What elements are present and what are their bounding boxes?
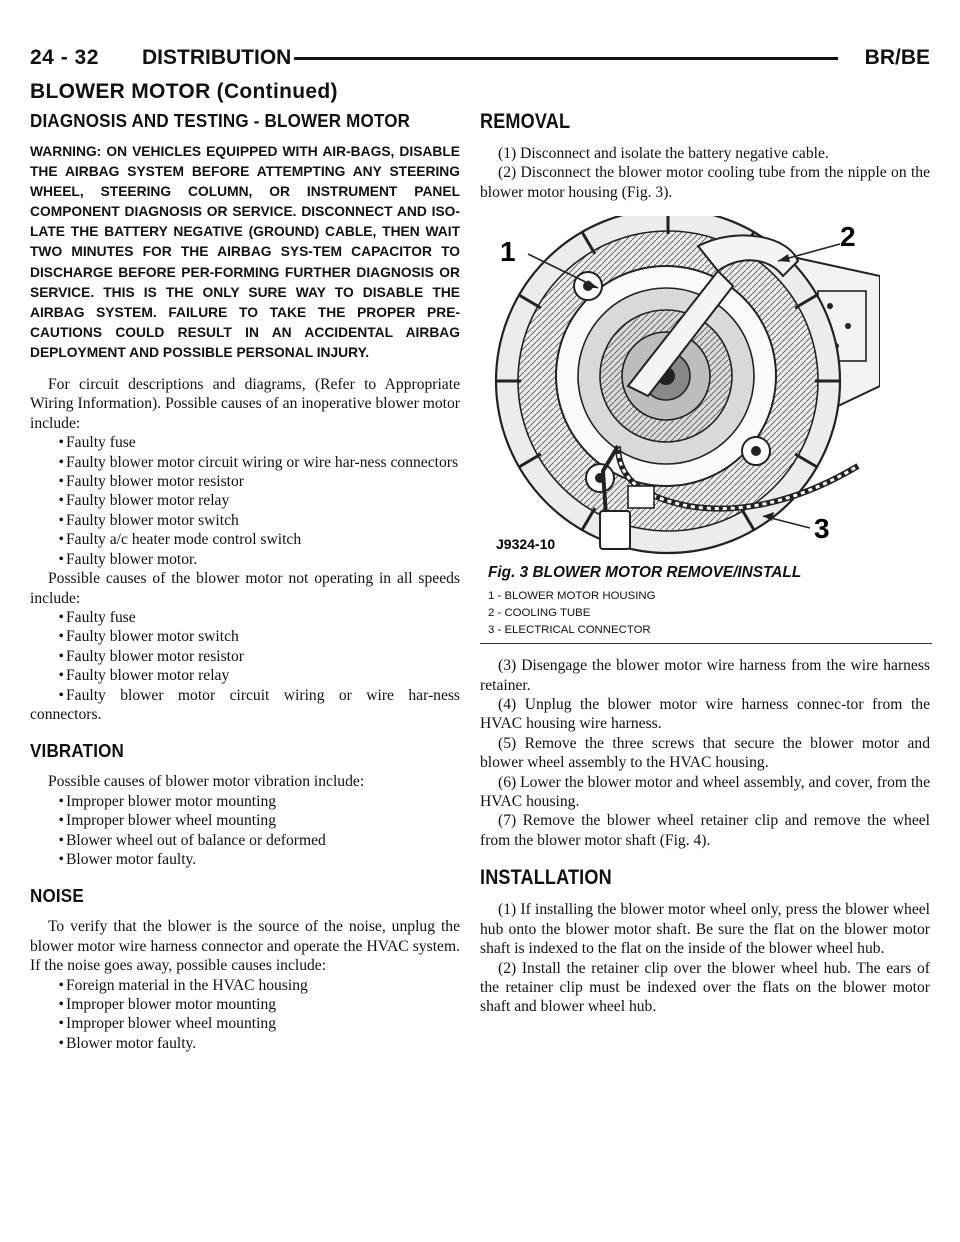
legend-item: 2 - COOLING TUBE bbox=[488, 607, 591, 620]
diagnosis-heading: DIAGNOSIS AND TESTING - BLOWER MOTOR bbox=[30, 110, 411, 131]
vibration-causes-list bbox=[30, 792, 460, 870]
list-item: • Faulty a/c heater mode control switch bbox=[58, 531, 302, 549]
speeds-intro: Possible causes of the blower motor not operating in all speeds include: bbox=[30, 570, 460, 607]
vibration-heading: VIBRATION bbox=[30, 740, 125, 762]
list-item: • Blower motor faulty. bbox=[58, 1034, 197, 1052]
list-item: • Faulty blower motor circuit wiring or wire har-ness connectors bbox=[58, 453, 459, 471]
list-item: • Faulty blower motor resistor bbox=[58, 647, 245, 665]
list-item: • Faulty fuse bbox=[58, 608, 136, 626]
list-item: • Faulty blower motor switch bbox=[58, 511, 239, 529]
removal-step-6: (6) Lower the blower motor and wheel assembly, and cover, from the HVAC housing. bbox=[480, 773, 930, 811]
removal-step-7: (7) Remove the blower wheel retainer clip and remove the wheel from the blower motor shaft (Fig. 4). bbox=[480, 812, 930, 849]
callout-1: 1 bbox=[500, 236, 516, 268]
list-item: • Faulty blower motor circuit wiring or wire har-ness connectors. bbox=[30, 686, 460, 723]
blower-motor-figure bbox=[488, 216, 880, 562]
installation-step-1: (1) If installing the blower motor wheel only, press the blower wheel hub onto the blower motor shaft. Be sure the flat on the blower motor shaft is indexed to the flat on the inside of the blower wheel hub. bbox=[480, 901, 930, 958]
removal-step-4: (4) Unplug the blower motor wire harness connec-tor from the HVAC housing wire harness. bbox=[480, 696, 930, 733]
noise-causes-list bbox=[30, 976, 460, 1054]
vibration-intro: Possible causes of blower motor vibration include: bbox=[48, 773, 365, 791]
section-title: DISTRIBUTION bbox=[142, 46, 292, 69]
removal-step-2: (2) Disconnect the blower motor cooling tube from the nipple on the blower motor housing (Fig. 3). bbox=[480, 164, 930, 201]
list-item: • Improper blower motor mounting bbox=[58, 792, 277, 810]
noise-intro: To verify that the blower is the source of the noise, unplug the blower motor wire harness connector and operate the HVAC system. If the noise goes away, possible causes include: bbox=[30, 918, 460, 975]
list-item: • Improper blower wheel mounting bbox=[58, 812, 277, 830]
noise-heading: NOISE bbox=[30, 885, 84, 907]
page-number: 24 - 32 bbox=[30, 46, 99, 69]
diagnosis-intro: For circuit descriptions and diagrams, (Refer to Appropriate Wiring Information). Possible causes of an inoperative blower motor include: bbox=[30, 376, 460, 432]
model-code: BR/BE bbox=[864, 46, 930, 69]
list-item: • Faulty blower motor relay bbox=[58, 492, 230, 510]
list-item: • Foreign material in the HVAC housing bbox=[58, 976, 308, 994]
page-header bbox=[30, 46, 930, 72]
removal-step-3: (3) Disengage the blower motor wire harness from the wire harness retainer. bbox=[480, 657, 930, 694]
list-item: • Improper blower motor mounting bbox=[58, 996, 277, 1013]
removal-step-1: (1) Disconnect and isolate the battery negative cable. bbox=[498, 145, 829, 162]
list-item: • Faulty blower motor relay bbox=[58, 667, 230, 685]
removal-heading: REMOVAL bbox=[480, 110, 571, 133]
list-item: • Faulty fuse bbox=[58, 434, 136, 452]
legend-item: 3 - ELECTRICAL CONNECTOR bbox=[488, 624, 651, 637]
right-column bbox=[480, 110, 930, 1017]
blower-motor-illustration bbox=[488, 216, 880, 562]
list-item: • Faulty blower motor. bbox=[58, 550, 198, 568]
callout-3: 3 bbox=[814, 513, 830, 545]
list-item: • Faulty blower motor switch bbox=[58, 628, 239, 646]
continued-heading: BLOWER MOTOR (Continued) bbox=[30, 80, 338, 103]
list-item: • Blower wheel out of balance or deformed bbox=[58, 831, 326, 849]
installation-heading: INSTALLATION bbox=[480, 866, 612, 890]
installation-step-2: (2) Install the retainer clip over the blower wheel hub. The ears of the retainer clip must be indexed over the flats on the blower motor shaft and blower wheel hub. bbox=[480, 959, 930, 1016]
header-rule bbox=[294, 57, 838, 60]
inoperative-causes-list bbox=[30, 433, 460, 569]
airbag-warning: WARNING: ON VEHICLES EQUIPPED WITH AIR-BAGS, DISABLE THE AIRBAG SYSTEM BEFORE ATTEMPTING ANY STEERING WHEEL, STEERING COLUMN, OR INSTRUMENT PANEL COMPONENT DIAGNOSIS OR SERVICE. DISCONNECT AND ISO-LATE THE BATTERY NEGATIVE (GROUND) CABLE, THEN WAIT TWO MINUTES FOR THE AIRBAG SYS-TEM CAPACITOR TO DISCHARGE BEFORE PER-FORMING FURTHER DIAGNOSIS OR SERVICE. THIS IS THE ONLY SURE WAY TO DISABLE THE AIRBAG SYSTEM. FAILURE TO TAKE THE PROPER PRE-CAUTIONS COULD RESULT IN AN ACCIDENTAL AIRBAG DEPLOYMENT AND POSSIBLE PERSONAL INJURY. bbox=[30, 144, 460, 360]
list-item: • Faulty blower motor resistor bbox=[58, 473, 245, 491]
figure-code: J9324-10 bbox=[496, 536, 556, 553]
figure-caption: Fig. 3 BLOWER MOTOR REMOVE/INSTALL bbox=[488, 564, 802, 582]
removal-step-5: (5) Remove the three screws that secure the blower motor and blower wheel assembly to the HVAC housing. bbox=[480, 734, 930, 772]
figure-rule bbox=[480, 643, 932, 644]
list-item: • Blower motor faulty. bbox=[58, 850, 197, 868]
speed-causes-list bbox=[30, 608, 460, 724]
legend-item: 1 - BLOWER MOTOR HOUSING bbox=[488, 590, 656, 603]
callout-2: 2 bbox=[840, 221, 856, 253]
list-item: • Improper blower wheel mounting bbox=[58, 1015, 277, 1033]
left-column bbox=[30, 110, 460, 1053]
